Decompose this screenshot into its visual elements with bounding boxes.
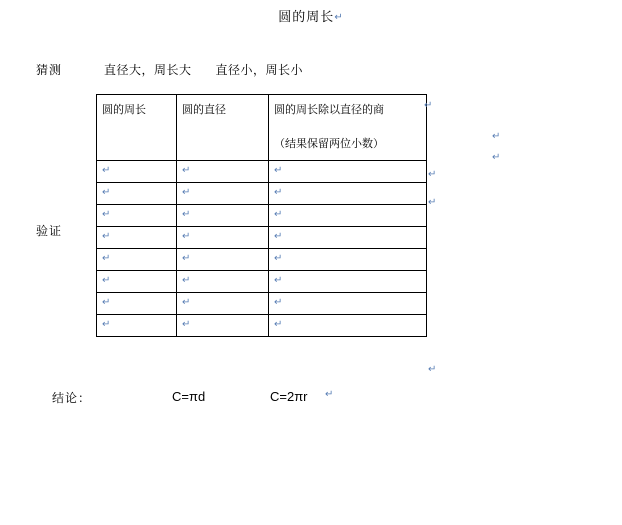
paragraph-mark-icon: ↵ <box>325 389 334 400</box>
guess-statement <box>104 61 303 78</box>
cell-paragraph-mark-icon: ↵ <box>182 209 191 220</box>
cell-paragraph-mark-icon: ↵ <box>182 165 191 176</box>
table-cell-diameter[interactable] <box>177 161 269 183</box>
table-cell-quotient[interactable] <box>269 315 427 337</box>
cell-paragraph-mark-icon: ↵ <box>274 275 283 286</box>
table-cell-quotient[interactable] <box>269 293 427 315</box>
table-cell-quotient[interactable] <box>269 249 427 271</box>
table-row[interactable] <box>97 205 427 227</box>
cell-paragraph-mark-icon: ↵ <box>102 165 111 176</box>
paragraph-mark-icon: ↵ <box>428 169 437 180</box>
cell-paragraph-mark-icon: ↵ <box>102 253 111 264</box>
cell-paragraph-mark-icon: ↵ <box>182 231 191 242</box>
table-header-diameter: 圆的直径 <box>177 95 269 161</box>
cell-paragraph-mark-icon: ↵ <box>182 253 191 264</box>
table-cell-circumference[interactable] <box>97 161 177 183</box>
cell-paragraph-mark-icon: ↵ <box>182 297 191 308</box>
cell-paragraph-mark-icon: ↵ <box>102 275 111 286</box>
table-header-circumference: 圆的周长 <box>97 95 177 161</box>
paragraph-mark-icon: ↵ <box>428 364 437 375</box>
table-cell-quotient[interactable] <box>269 271 427 293</box>
table-cell-diameter[interactable] <box>177 249 269 271</box>
table-cell-diameter[interactable] <box>177 227 269 249</box>
table-row[interactable] <box>97 183 427 205</box>
table-cell-circumference[interactable] <box>97 315 177 337</box>
cell-paragraph-mark-icon: ↵ <box>102 231 111 242</box>
page-title-text: 圆的周长 <box>278 9 335 24</box>
table-cell-circumference[interactable] <box>97 271 177 293</box>
label-conclusion: 结论： <box>52 391 92 405</box>
cell-paragraph-mark-icon: ↵ <box>182 275 191 286</box>
table-row[interactable] <box>97 271 427 293</box>
table-cell-quotient[interactable] <box>269 161 427 183</box>
table-cell-circumference[interactable] <box>97 205 177 227</box>
cell-paragraph-mark-icon: ↵ <box>274 209 283 220</box>
table-header-quotient-line2: （结果保留两位小数） <box>274 138 384 150</box>
page-title <box>0 6 622 25</box>
cell-paragraph-mark-icon: ↵ <box>102 209 111 220</box>
guess-statement-part1: 直径大，周长大 <box>104 63 192 77</box>
cell-paragraph-mark-icon: ↵ <box>274 297 283 308</box>
paragraph-mark-icon: ↵ <box>492 152 501 163</box>
table-cell-circumference[interactable] <box>97 183 177 205</box>
label-guess: 猜测 <box>36 63 63 77</box>
cell-paragraph-mark-icon: ↵ <box>102 187 111 198</box>
label-verify: 验证 <box>36 224 63 238</box>
table-cell-quotient[interactable] <box>269 183 427 205</box>
guess-statement-part2: 直径小，周长小 <box>215 63 304 77</box>
table-header-quotient-line1: 圆的周长除以直径的商 <box>274 104 384 116</box>
table-cell-circumference[interactable] <box>97 227 177 249</box>
measurement-table <box>96 94 427 337</box>
cell-paragraph-mark-icon: ↵ <box>274 231 283 242</box>
paragraph-mark-icon: ↵ <box>334 12 344 24</box>
table-row[interactable] <box>97 315 427 337</box>
table-cell-diameter[interactable] <box>177 271 269 293</box>
table-cell-circumference[interactable] <box>97 293 177 315</box>
cell-paragraph-mark-icon: ↵ <box>102 319 111 330</box>
paragraph-mark-icon: ↵ <box>424 100 433 111</box>
table-header-row <box>97 95 427 161</box>
table-cell-quotient[interactable] <box>269 205 427 227</box>
table-cell-diameter[interactable] <box>177 205 269 227</box>
table-header-quotient <box>269 95 427 161</box>
table-row[interactable] <box>97 293 427 315</box>
table-cell-circumference[interactable] <box>97 249 177 271</box>
cell-paragraph-mark-icon: ↵ <box>274 187 283 198</box>
conclusion-formula-c2r: C=2πr <box>270 389 308 404</box>
conclusion-formula-cd: C=πd <box>172 389 206 404</box>
table-cell-diameter[interactable] <box>177 315 269 337</box>
table-cell-diameter[interactable] <box>177 293 269 315</box>
cell-paragraph-mark-icon: ↵ <box>182 187 191 198</box>
cell-paragraph-mark-icon: ↵ <box>102 297 111 308</box>
cell-paragraph-mark-icon: ↵ <box>182 319 191 330</box>
table-row[interactable] <box>97 161 427 183</box>
cell-paragraph-mark-icon: ↵ <box>274 165 283 176</box>
cell-paragraph-mark-icon: ↵ <box>274 319 283 330</box>
paragraph-mark-icon: ↵ <box>428 197 437 208</box>
table-row[interactable] <box>97 249 427 271</box>
table-cell-diameter[interactable] <box>177 183 269 205</box>
table-row[interactable] <box>97 227 427 249</box>
table-cell-quotient[interactable] <box>269 227 427 249</box>
cell-paragraph-mark-icon: ↵ <box>274 253 283 264</box>
paragraph-mark-icon: ↵ <box>492 131 501 142</box>
